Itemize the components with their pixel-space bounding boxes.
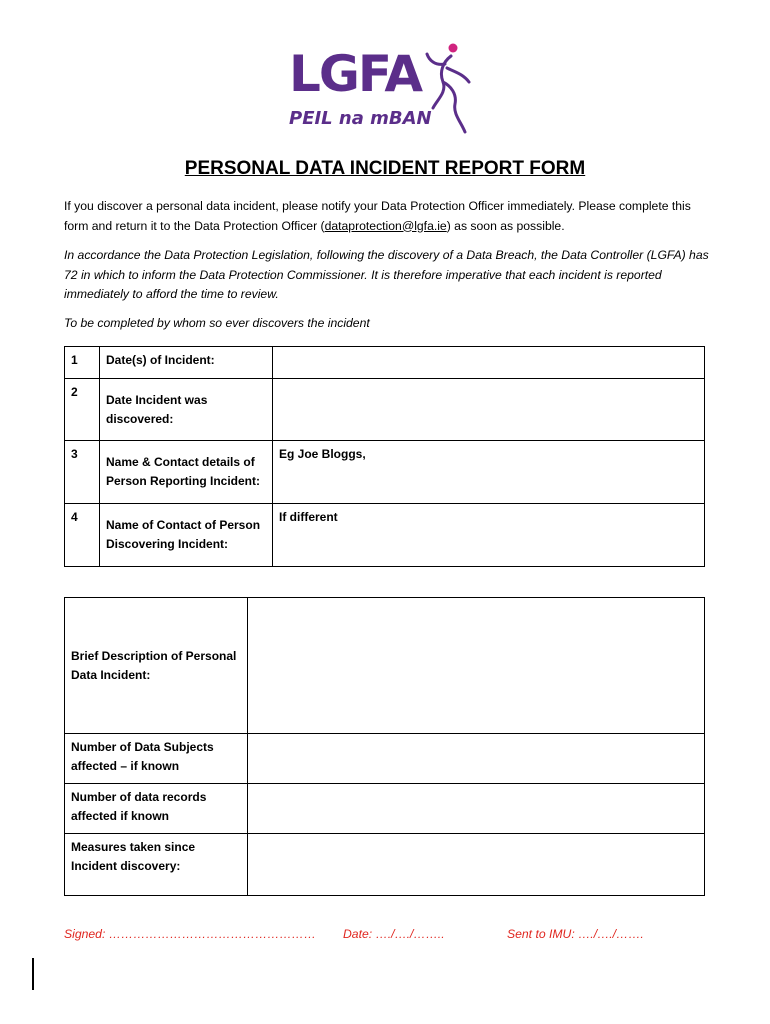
discoverer-contact-field[interactable]: If different bbox=[273, 504, 705, 567]
data-records-field[interactable] bbox=[248, 784, 705, 834]
table-row bbox=[65, 379, 705, 441]
row-label: Measures taken since Incident discovery: bbox=[65, 834, 248, 896]
table-row bbox=[65, 441, 705, 504]
logo-tagline: PEIL na mBAN bbox=[289, 108, 432, 129]
row-label: Name of Contact of Person Discovering Incident: bbox=[100, 504, 273, 567]
sent-to-imu-line[interactable]: Sent to IMU: …./…./……. bbox=[507, 927, 644, 941]
row-number: 3 bbox=[65, 441, 100, 504]
date-line[interactable]: Date: …./…./…….. bbox=[343, 927, 445, 941]
table-row bbox=[65, 598, 705, 734]
table-row bbox=[65, 734, 705, 784]
legal-note: In accordance the Data Protection Legislation, following the discovery of a Data Breach, the Data Controller (LGFA) has 72 in which to inform the Data Protection Commissioner. It is therefore imperative that each incident is reported immediately to afford the time to review. bbox=[64, 248, 709, 301]
form-title: PERSONAL DATA INCIDENT REPORT FORM bbox=[184, 158, 586, 179]
intro-text-after: ) as soon as possible. bbox=[446, 218, 565, 233]
table-row bbox=[65, 834, 705, 896]
dpo-email-link[interactable]: dataprotection@lgfa.ie bbox=[324, 218, 447, 233]
intro-text-before: If you discover a personal data incident, please notify your Data Protection Officer immediately. Please complete this form and return it to the Data Protection Officer ( bbox=[64, 199, 691, 233]
measures-taken-field[interactable] bbox=[248, 834, 705, 896]
row-label: Date Incident was discovered: bbox=[100, 379, 273, 441]
incident-details-table bbox=[64, 346, 705, 567]
player-silhouette-icon bbox=[425, 42, 475, 137]
row-label: Brief Description of Personal Data Incident: bbox=[65, 598, 248, 734]
logo-wordmark: LGFA bbox=[289, 45, 422, 103]
row-number: 1 bbox=[65, 347, 100, 379]
description-field[interactable] bbox=[248, 598, 705, 734]
date-of-incident-field[interactable] bbox=[273, 347, 705, 379]
text-cursor bbox=[32, 958, 34, 990]
table-row bbox=[65, 347, 705, 379]
table-row bbox=[65, 784, 705, 834]
data-subjects-field[interactable] bbox=[248, 734, 705, 784]
form-subtitle: To be completed by whom so ever discovers the incident bbox=[64, 316, 370, 330]
row-label: Number of data records affected if known bbox=[65, 784, 248, 834]
row-number: 2 bbox=[65, 379, 100, 441]
row-label: Name & Contact details of Person Reporting Incident: bbox=[100, 441, 273, 504]
intro-paragraph bbox=[64, 197, 714, 236]
row-label: Date(s) of Incident: bbox=[100, 347, 273, 379]
signed-line[interactable]: Signed: …………………………………………… bbox=[64, 927, 316, 941]
lgfa-logo bbox=[285, 42, 480, 142]
table-row bbox=[65, 504, 705, 567]
date-discovered-field[interactable] bbox=[273, 379, 705, 441]
row-label: Number of Data Subjects affected – if known bbox=[65, 734, 248, 784]
incident-description-table bbox=[64, 597, 705, 896]
row-number: 4 bbox=[65, 504, 100, 567]
reporter-details-field[interactable]: Eg Joe Bloggs, bbox=[273, 441, 705, 504]
